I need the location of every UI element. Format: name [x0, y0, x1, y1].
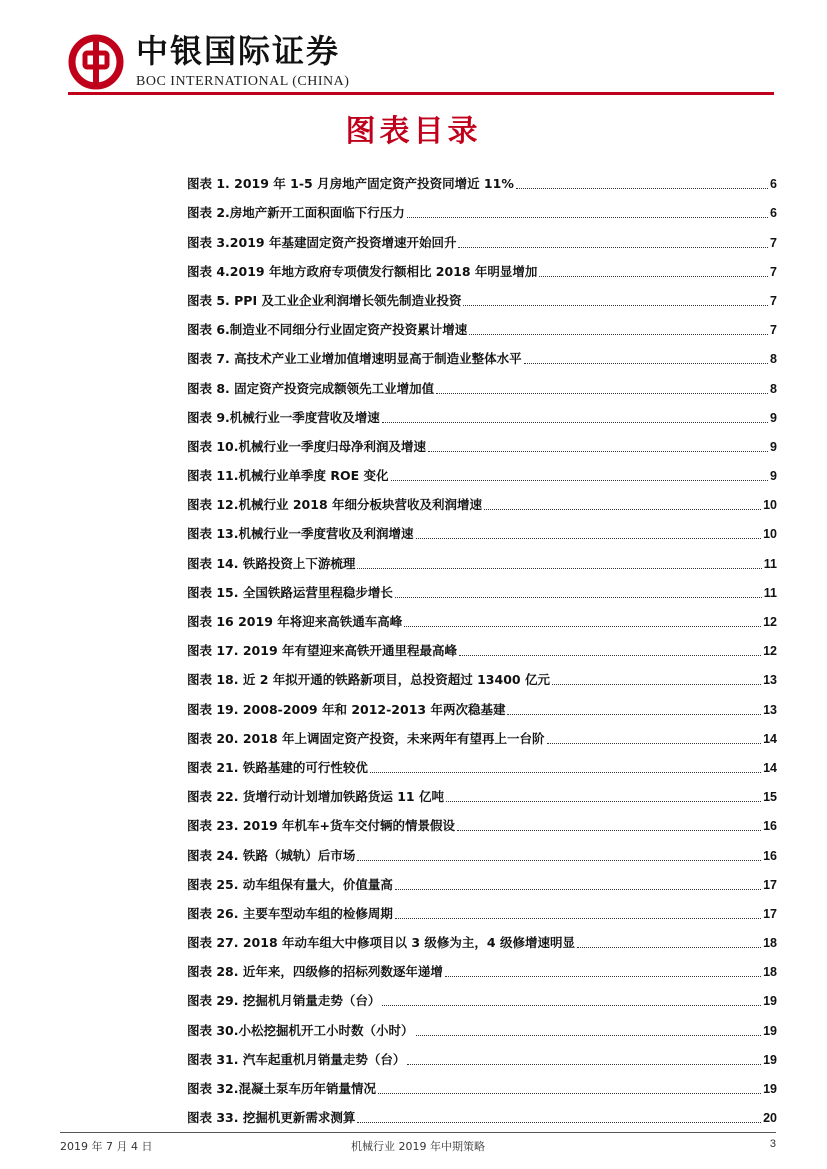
toc-entry-page: 6 [770, 177, 777, 192]
toc-entry-title: 图表 26. 主要车型动车组的检修周期 [187, 905, 393, 921]
toc-entry[interactable] [187, 1040, 777, 1069]
toc-entry-title: 图表 11.机械行业单季度 ROE 变化 [187, 468, 389, 484]
toc-entry-page: 19 [763, 1082, 777, 1096]
toc-dot-leader [382, 1004, 761, 1006]
toc-entry-title: 图表 32.混凝土泵车历年销量情况 [187, 1081, 376, 1096]
toc-dot-leader [416, 537, 762, 539]
toc-entry-title: 图表 8. 固定资产投资完成额领先工业增加值 [187, 380, 435, 396]
toc-entry-page: 9 [770, 469, 777, 484]
toc-entry[interactable] [187, 368, 777, 397]
toc-entry-page: 16 [763, 848, 777, 863]
toc-entry[interactable] [187, 602, 777, 631]
toc-entry-page: 7 [770, 235, 777, 250]
toc-dot-leader [524, 362, 768, 364]
header-divider [68, 92, 774, 95]
toc-entry-page: 8 [770, 352, 777, 367]
table-of-figures [187, 164, 777, 1127]
toc-entry-page: 7 [770, 293, 777, 308]
toc-entry-page: 17 [763, 877, 777, 892]
footer-date: 2019 年 7 月 4 日 [60, 1140, 153, 1153]
toc-dot-leader [459, 654, 761, 656]
toc-dot-leader [552, 683, 761, 685]
toc-dot-leader [539, 275, 768, 277]
toc-entry-page: 19 [763, 994, 777, 1009]
toc-entry[interactable] [187, 1098, 777, 1127]
toc-entry[interactable] [187, 952, 777, 981]
toc-entry[interactable] [187, 310, 777, 339]
toc-dot-leader [404, 625, 761, 627]
toc-dot-leader [445, 975, 761, 977]
toc-dot-leader [469, 333, 768, 335]
toc-entry-title: 图表 33. 挖掘机更新需求测算 [187, 1110, 356, 1126]
toc-entry-title: 图表 3.2019 年基建固定资产投资增速开始回升 [187, 234, 457, 250]
toc-entry[interactable] [187, 222, 777, 251]
toc-entry[interactable] [187, 252, 777, 281]
toc-entry[interactable] [187, 806, 777, 835]
page-title: 图表目录 [345, 114, 482, 149]
toc-entry-title: 图表 20. 2018 年上调固定资产投资，未来两年有望再上一台阶 [187, 730, 545, 746]
toc-entry-title: 图表 14. 铁路投资上下游梳理 [187, 555, 356, 571]
toc-entry[interactable] [187, 660, 777, 689]
toc-entry-title: 图表 1. 2019 年 1-5 月房地产固定资产投资同增近 11% [187, 176, 514, 192]
toc-entry-page: 10 [763, 498, 777, 513]
toc-entry-title: 图表 24. 铁路（城轨）后市场 [187, 847, 356, 863]
toc-entry-page: 20 [763, 1111, 777, 1126]
toc-entry[interactable] [187, 1069, 777, 1098]
toc-entry-page: 13 [763, 673, 777, 688]
toc-dot-leader [357, 859, 761, 861]
toc-entry[interactable] [187, 865, 777, 894]
footer-divider [60, 1132, 776, 1133]
toc-entry-title: 图表 30.小松挖掘机开工小时数（小时） [187, 1022, 414, 1038]
toc-dot-leader [370, 771, 761, 773]
toc-entry-title: 图表 5. PPI 及工业企业利润增长领先制造业投资 [187, 292, 462, 308]
toc-dot-leader [382, 421, 768, 423]
toc-entry[interactable] [187, 164, 777, 193]
toc-entry[interactable] [187, 456, 777, 485]
toc-entry[interactable] [187, 514, 777, 543]
toc-entry-title: 图表 9.机械行业一季度营收及增速 [187, 409, 380, 425]
toc-dot-leader [516, 187, 768, 189]
toc-entry-title: 图表 18. 近 2 年拟开通的铁路新项目，总投资超过 13400 亿元 [187, 672, 550, 688]
toc-entry-title: 图表 17. 2019 年有望迎来高铁开通里程最高峰 [187, 643, 457, 659]
toc-entry-page: 19 [763, 1023, 777, 1038]
toc-entry-title: 图表 22. 货增行动计划增加铁路货运 11 亿吨 [187, 789, 444, 805]
toc-dot-leader [484, 508, 761, 510]
toc-entry-page: 13 [763, 702, 777, 717]
toc-entry[interactable] [187, 777, 777, 806]
toc-entry[interactable] [187, 894, 777, 923]
page-header [68, 30, 774, 96]
toc-dot-leader [357, 567, 761, 569]
toc-dot-leader [458, 246, 768, 248]
toc-entry-title: 图表 16 2019 年将迎来高铁通车高峰 [187, 614, 403, 629]
toc-entry-title: 图表 12.机械行业 2018 年细分板块营收及利润增速 [187, 497, 482, 513]
toc-entry-page: 11 [763, 556, 777, 571]
footer-page-number: 3 [769, 1138, 776, 1150]
brand-name-english: BOC INTERNATIONAL (CHINA) [136, 74, 350, 89]
toc-entry-title: 图表 27. 2018 年动车组大中修项目以 3 级修为主，4 级修增速明显 [187, 935, 575, 951]
toc-entry-page: 12 [763, 644, 777, 659]
toc-entry-page: 14 [763, 731, 777, 746]
toc-entry-page: 9 [770, 410, 777, 425]
toc-dot-leader [378, 1092, 761, 1094]
toc-entry-title: 图表 4.2019 年地方政府专项债发行额相比 2018 年明显增加 [187, 263, 538, 279]
toc-entry-title: 图表 21. 铁路基建的可行性较优 [187, 759, 368, 775]
toc-dot-leader [407, 216, 768, 218]
toc-dot-leader [436, 392, 768, 394]
footer-report-title: 机械行业 2019 年中期策略 [351, 1140, 485, 1153]
toc-entry-title: 图表 29. 挖掘机月销量走势（台） [187, 993, 381, 1009]
toc-entry[interactable] [187, 835, 777, 864]
toc-dot-leader [391, 479, 769, 481]
toc-dot-leader [463, 304, 768, 306]
toc-entry[interactable] [187, 543, 777, 572]
toc-entry[interactable] [187, 427, 777, 456]
toc-entry[interactable] [187, 981, 777, 1010]
toc-entry-title: 图表 2.房地产新开工面积面临下行压力 [187, 205, 405, 221]
toc-entry[interactable] [187, 631, 777, 660]
toc-entry-title: 图表 10.机械行业一季度归母净利润及增速 [187, 438, 426, 454]
toc-entry-page: 18 [763, 936, 777, 951]
toc-dot-leader [416, 1034, 762, 1036]
toc-entry-title: 图表 25. 动车组保有量大，价值量高 [187, 876, 393, 892]
toc-entry-page: 12 [763, 615, 777, 629]
bank-of-china-logo-icon [68, 34, 124, 90]
toc-entry[interactable] [187, 573, 777, 602]
toc-entry-page: 7 [770, 264, 777, 279]
toc-entry[interactable] [187, 485, 777, 514]
toc-entry-page: 14 [763, 760, 777, 775]
toc-entry-page: 11 [763, 585, 777, 600]
toc-entry-page: 18 [763, 965, 777, 980]
toc-entry-title: 图表 7. 高技术产业工业增加值增速明显高于制造业整体水平 [187, 351, 522, 367]
toc-entry[interactable] [187, 1010, 777, 1039]
page-footer [60, 1138, 776, 1156]
toc-dot-leader [507, 713, 761, 715]
toc-dot-leader [407, 1063, 761, 1065]
toc-dot-leader [395, 888, 761, 890]
toc-entry-title: 图表 31. 汽车起重机月销量走势（台） [187, 1051, 406, 1067]
toc-entry-page: 17 [763, 906, 777, 921]
toc-entry-page: 15 [763, 790, 777, 805]
toc-dot-leader [395, 917, 761, 919]
toc-dot-leader [457, 829, 761, 831]
toc-dot-leader [357, 1121, 761, 1123]
toc-entry[interactable] [187, 398, 777, 427]
toc-entry[interactable] [187, 689, 777, 718]
toc-entry-page: 7 [770, 323, 777, 338]
toc-entry-page: 19 [763, 1052, 777, 1067]
toc-entry[interactable] [187, 193, 777, 222]
toc-dot-leader [428, 450, 768, 452]
toc-dot-leader [577, 946, 761, 948]
toc-entry-page: 16 [763, 819, 777, 834]
toc-entry[interactable] [187, 339, 777, 368]
toc-entry[interactable] [187, 923, 777, 952]
toc-entry[interactable] [187, 748, 777, 777]
toc-dot-leader [446, 800, 761, 802]
toc-entry-title: 图表 13.机械行业一季度营收及利润增速 [187, 526, 414, 542]
toc-entry-title: 图表 28. 近年来，四级修的招标列数逐年递增 [187, 964, 443, 980]
toc-entry-title: 图表 23. 2019 年机车+货车交付辆的情景假设 [187, 818, 455, 834]
toc-entry-page: 9 [770, 439, 777, 454]
toc-entry-title: 图表 15. 全国铁路运营里程稳步增长 [187, 584, 393, 600]
toc-entry-title: 图表 6.制造业不同细分行业固定资产投资累计增速 [187, 322, 468, 338]
brand-name-chinese: 中银国际证券 [136, 32, 341, 70]
toc-entry[interactable] [187, 719, 777, 748]
toc-entry-page: 6 [770, 206, 777, 221]
toc-entry-page: 10 [763, 527, 777, 542]
toc-entry-title: 图表 19. 2008-2009 年和 2012-2013 年两次稳基建 [187, 701, 506, 717]
toc-entry-page: 8 [770, 381, 777, 396]
toc-dot-leader [395, 596, 762, 598]
toc-entry[interactable] [187, 281, 777, 310]
toc-dot-leader [547, 742, 762, 744]
